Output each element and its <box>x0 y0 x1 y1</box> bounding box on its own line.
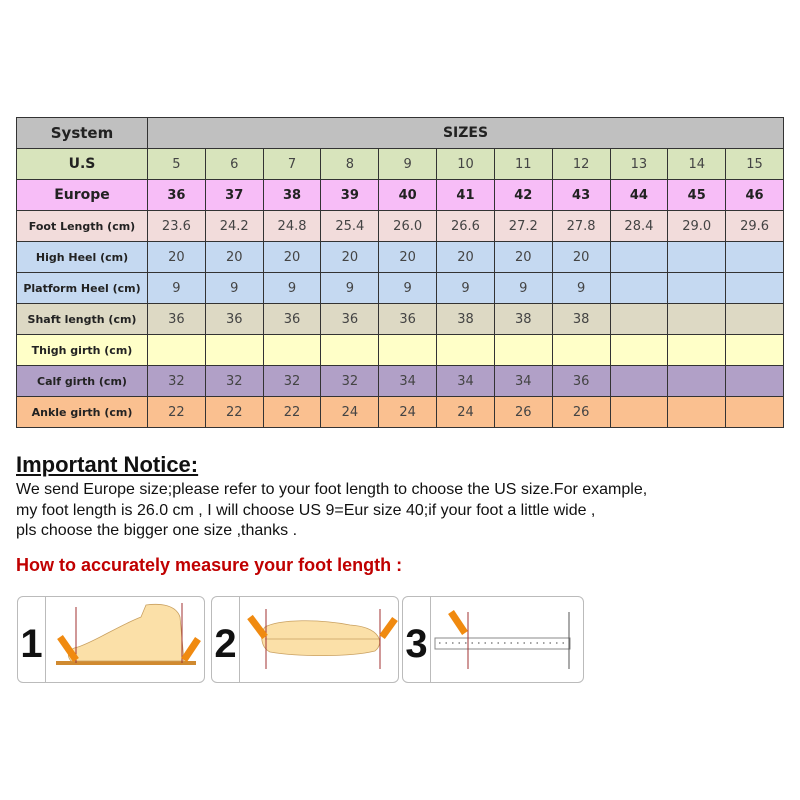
step-number: 2 <box>212 597 240 682</box>
size-cell: 8 <box>321 149 379 180</box>
size-cell: 23.6 <box>148 211 206 242</box>
size-cell: 9 <box>263 273 321 304</box>
size-cell: 20 <box>263 242 321 273</box>
size-row <box>17 211 784 242</box>
size-cell <box>205 335 263 366</box>
size-cell <box>726 273 784 304</box>
size-cell: 29.0 <box>668 211 726 242</box>
foot-top-illustration <box>240 597 398 682</box>
size-cell: 32 <box>148 366 206 397</box>
size-cell: 40 <box>379 180 437 211</box>
size-cell: 9 <box>552 273 610 304</box>
size-cell <box>263 335 321 366</box>
size-cell: 36 <box>263 304 321 335</box>
size-cell: 9 <box>321 273 379 304</box>
size-row <box>17 366 784 397</box>
notice-line: my foot length is 26.0 cm , I will choose US 9=Eur size 40;if your foot a little wide , <box>16 501 596 519</box>
size-cell <box>726 335 784 366</box>
row-label: Platform Heel (cm) <box>17 273 148 304</box>
size-cell: 32 <box>263 366 321 397</box>
size-cell: 36 <box>321 304 379 335</box>
size-cell: 24.2 <box>205 211 263 242</box>
size-cell: 36 <box>148 180 206 211</box>
size-cell <box>610 397 668 428</box>
size-cell: 34 <box>379 366 437 397</box>
notice-title: Important Notice: <box>16 452 199 477</box>
size-cell <box>610 304 668 335</box>
ruler-illustration <box>431 597 583 682</box>
size-cell: 9 <box>205 273 263 304</box>
size-cell: 20 <box>205 242 263 273</box>
size-cell: 22 <box>263 397 321 428</box>
size-cell <box>148 335 206 366</box>
size-cell <box>668 366 726 397</box>
size-cell <box>494 335 552 366</box>
size-cell: 34 <box>494 366 552 397</box>
size-cell: 9 <box>437 273 495 304</box>
size-cell <box>610 335 668 366</box>
size-cell: 5 <box>148 149 206 180</box>
size-row <box>17 273 784 304</box>
size-cell <box>668 242 726 273</box>
row-label: U.S <box>17 149 148 180</box>
size-cell: 11 <box>494 149 552 180</box>
notice-line: pls choose the bigger one size ,thanks . <box>16 522 298 539</box>
size-cell: 9 <box>379 273 437 304</box>
row-label: Ankle girth (cm) <box>17 397 148 428</box>
size-row <box>17 335 784 366</box>
sizes-header: SIZES <box>148 118 784 149</box>
size-cell: 45 <box>668 180 726 211</box>
size-cell: 42 <box>494 180 552 211</box>
size-cell: 38 <box>263 180 321 211</box>
system-header: System <box>17 118 148 149</box>
size-cell: 26.0 <box>379 211 437 242</box>
size-cell: 20 <box>437 242 495 273</box>
step-1-panel <box>17 596 205 683</box>
size-cell: 26.6 <box>437 211 495 242</box>
size-cell <box>668 273 726 304</box>
size-cell: 36 <box>205 304 263 335</box>
step-number: 3 <box>403 597 431 682</box>
size-cell: 43 <box>552 180 610 211</box>
size-cell: 24 <box>321 397 379 428</box>
size-cell: 22 <box>148 397 206 428</box>
size-cell: 29.6 <box>726 211 784 242</box>
row-label: Shaft length (cm) <box>17 304 148 335</box>
step-2-panel <box>211 596 399 683</box>
size-cell: 13 <box>610 149 668 180</box>
row-label: Europe <box>17 180 148 211</box>
size-cell: 14 <box>668 149 726 180</box>
size-row <box>17 304 784 335</box>
header-row <box>17 118 784 149</box>
size-cell: 26 <box>494 397 552 428</box>
size-row <box>17 397 784 428</box>
foot-side-illustration <box>46 597 204 682</box>
size-cell: 38 <box>494 304 552 335</box>
size-cell: 41 <box>437 180 495 211</box>
size-cell <box>379 335 437 366</box>
size-cell: 28.4 <box>610 211 668 242</box>
size-cell: 27.2 <box>494 211 552 242</box>
size-cell: 39 <box>321 180 379 211</box>
size-cell: 9 <box>494 273 552 304</box>
size-cell <box>610 273 668 304</box>
size-cell: 7 <box>263 149 321 180</box>
size-cell <box>726 366 784 397</box>
step-number: 1 <box>18 597 46 682</box>
size-cell: 15 <box>726 149 784 180</box>
step-3-panel <box>402 596 584 683</box>
size-row <box>17 180 784 211</box>
size-cell <box>668 397 726 428</box>
size-cell: 20 <box>552 242 610 273</box>
size-cell: 20 <box>148 242 206 273</box>
size-cell <box>552 335 610 366</box>
size-cell: 6 <box>205 149 263 180</box>
size-cell: 9 <box>148 273 206 304</box>
size-cell: 9 <box>379 149 437 180</box>
size-cell: 44 <box>610 180 668 211</box>
size-cell: 24 <box>379 397 437 428</box>
important-notice <box>16 452 647 542</box>
size-cell: 27.8 <box>552 211 610 242</box>
size-cell: 26 <box>552 397 610 428</box>
size-cell <box>321 335 379 366</box>
size-cell: 36 <box>552 366 610 397</box>
size-cell: 32 <box>205 366 263 397</box>
size-cell: 24.8 <box>263 211 321 242</box>
size-cell: 10 <box>437 149 495 180</box>
size-chart-table <box>16 117 784 428</box>
size-cell: 25.4 <box>321 211 379 242</box>
size-cell <box>610 366 668 397</box>
size-cell: 20 <box>379 242 437 273</box>
size-cell: 37 <box>205 180 263 211</box>
size-cell <box>437 335 495 366</box>
size-cell <box>726 304 784 335</box>
size-cell <box>726 242 784 273</box>
size-cell: 22 <box>205 397 263 428</box>
size-cell: 20 <box>494 242 552 273</box>
size-cell: 36 <box>148 304 206 335</box>
size-cell <box>668 304 726 335</box>
size-cell <box>726 397 784 428</box>
size-row <box>17 149 784 180</box>
size-cell: 34 <box>437 366 495 397</box>
notice-line: We send Europe size;please refer to your foot length to choose the US size.For example, <box>16 481 648 498</box>
size-cell <box>668 335 726 366</box>
size-cell: 12 <box>552 149 610 180</box>
size-cell: 24 <box>437 397 495 428</box>
size-cell: 38 <box>437 304 495 335</box>
size-cell: 36 <box>379 304 437 335</box>
row-label: Thigh girth (cm) <box>17 335 148 366</box>
size-cell: 32 <box>321 366 379 397</box>
size-cell: 38 <box>552 304 610 335</box>
size-cell: 46 <box>726 180 784 211</box>
row-label: High Heel (cm) <box>17 242 148 273</box>
size-cell: 20 <box>321 242 379 273</box>
size-row <box>17 242 784 273</box>
size-cell <box>610 242 668 273</box>
row-label: Calf girth (cm) <box>17 366 148 397</box>
how-to-measure-title: How to accurately measure your foot length : <box>16 555 403 575</box>
row-label: Foot Length (cm) <box>17 211 148 242</box>
